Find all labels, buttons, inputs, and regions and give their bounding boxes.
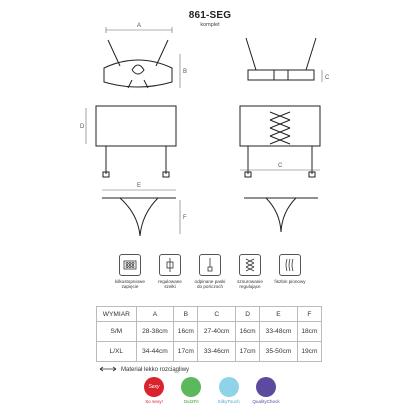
badge-label: So sexy!	[145, 399, 163, 404]
table-cell: 18cm	[297, 322, 321, 342]
quality-badges	[140, 377, 280, 404]
feature-closure	[112, 254, 148, 289]
feature-label: fiszbin pionowy	[274, 279, 306, 284]
feature-label: kilkustopniowe zapięcie	[115, 279, 145, 290]
dim-letter-c: C	[325, 75, 330, 81]
feature-straps	[152, 254, 188, 289]
header-cell: F	[297, 307, 321, 322]
table-cell: 33-48cm	[260, 322, 298, 342]
table-cell: 35-50cm	[260, 342, 298, 362]
table-cell: 16cm	[236, 322, 260, 342]
table-cell: L/XL	[97, 342, 137, 362]
bra-back-drawing	[246, 38, 316, 80]
feature-garters	[192, 254, 228, 289]
material-note	[99, 366, 189, 374]
belt-front-drawing	[96, 106, 176, 177]
feature-label: regulowane szelki	[158, 279, 182, 290]
product-subtitle: komplet	[200, 22, 220, 28]
thong-front-drawing	[102, 198, 176, 236]
size-table	[96, 306, 322, 362]
feature-list	[112, 254, 308, 289]
adjustable-strap-icon	[159, 254, 181, 276]
header-cell: A	[136, 307, 174, 322]
header-cell: B	[174, 307, 198, 322]
detachable-garter-icon	[199, 254, 221, 276]
badge-label: Did2Fit	[184, 399, 199, 404]
table-cell: 27-40cm	[198, 322, 236, 342]
sexy-badge-icon: Sexy	[144, 377, 164, 397]
table-cell: 16cm	[174, 322, 198, 342]
size-table-header	[97, 307, 322, 322]
header-cell: C	[198, 307, 236, 322]
header-cell: D	[236, 307, 260, 322]
dim-letter-c-belt: C	[278, 163, 283, 169]
product-title: 861-SEG	[188, 10, 232, 21]
table-cell: 19cm	[297, 342, 321, 362]
badge-did2fit	[177, 377, 205, 404]
fit-badge-icon	[181, 377, 201, 397]
table-cell: 17cm	[174, 342, 198, 362]
lacing-icon	[239, 254, 261, 276]
feature-label: odpinane paski do pończoch	[194, 279, 226, 290]
table-cell: S/M	[97, 322, 137, 342]
table-cell: 33-46cm	[198, 342, 236, 362]
quality-badge-icon	[256, 377, 276, 397]
badge-so-sexy	[140, 377, 168, 404]
badge-label: SilkyTouch	[217, 399, 240, 404]
table-row	[97, 322, 322, 342]
bra-front-drawing	[104, 40, 172, 88]
header-cell: E	[260, 307, 298, 322]
feature-label: sznurowanie regulujące	[237, 279, 263, 290]
dim-letter-d: D	[80, 124, 85, 130]
table-row	[97, 342, 322, 362]
dim-letter-f: F	[183, 215, 187, 221]
dim-letter-b: B	[183, 69, 188, 75]
thong-back-drawing	[244, 198, 318, 232]
badge-qualitycheck	[252, 377, 280, 404]
double-arrow-icon	[99, 366, 117, 374]
hook-eye-closure-icon	[119, 254, 141, 276]
vertical-boning-icon	[279, 254, 301, 276]
dim-letter-a: A	[137, 23, 142, 29]
feature-lacing	[232, 254, 268, 289]
silky-badge-icon	[219, 377, 239, 397]
table-cell: 34-44cm	[136, 342, 174, 362]
material-note-text: Materiał lekko rozciągliwy	[121, 367, 190, 373]
badge-silkytouch	[215, 377, 243, 404]
table-cell: 17cm	[236, 342, 260, 362]
badge-label: QualityCheck	[252, 399, 280, 404]
feature-boning	[272, 254, 308, 289]
dim-letter-e: E	[137, 183, 142, 189]
header-cell: WYMIAR	[97, 307, 137, 322]
table-cell: 28-38cm	[136, 322, 174, 342]
